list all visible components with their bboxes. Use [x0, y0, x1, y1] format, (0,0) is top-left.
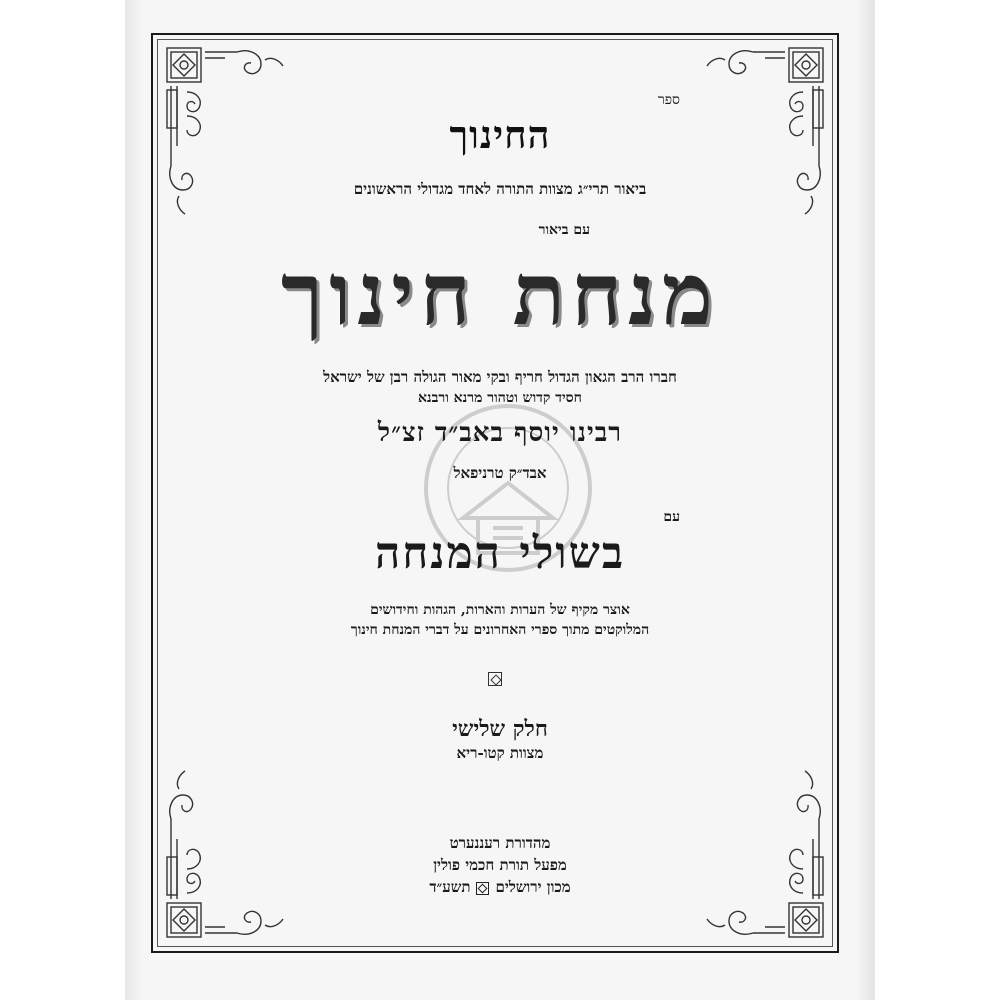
author-line-1: חברו הרב הגאון הגדול חריף ובקי מאור הגולה רבן של ישראל — [323, 368, 677, 386]
diamond-ornament-icon — [488, 672, 502, 686]
volume-label: חלק שלישי — [452, 716, 548, 742]
commentary-title: מנחת חינוך — [281, 244, 719, 345]
supplement-title: בשולי המנחה — [374, 528, 626, 579]
im-label: עם — [663, 509, 680, 525]
subtitle: ביאור תרי״ג מצוות התורה לאחד מגדולי הראשונים — [353, 180, 647, 198]
im-biur-label: עם ביאור — [538, 222, 590, 238]
author-name: רבינו יוסף באב״ד זצ״ל — [377, 418, 623, 448]
author-line-2: חסיד קדוש וטהור מרנא ורבנא — [418, 390, 582, 406]
supplement-desc-1: אוצר מקיף של הערות והארות, הגהות וחידושים — [370, 602, 630, 618]
mitzvot-range: מצוות קטו-ריא — [456, 744, 544, 762]
publication-year: תשע״ד — [429, 878, 471, 896]
supplement-desc-2: המלוקטים מתוך ספרי האחרונים על דברי המנחת חינוך — [350, 622, 650, 638]
publisher-city: מכון ירושלים — [495, 878, 571, 896]
publisher-line-1: מהדורת רעננערט — [449, 834, 551, 852]
sefer-label: ספר — [657, 92, 680, 108]
diamond-ornament-icon — [476, 882, 489, 895]
main-title: החינוך — [449, 112, 551, 157]
author-title: אבד״ק טרניפאל — [453, 464, 547, 482]
publisher-line-3 — [160, 878, 840, 897]
publisher-line-2: מפעל תורת חכמי פולין — [433, 856, 567, 874]
